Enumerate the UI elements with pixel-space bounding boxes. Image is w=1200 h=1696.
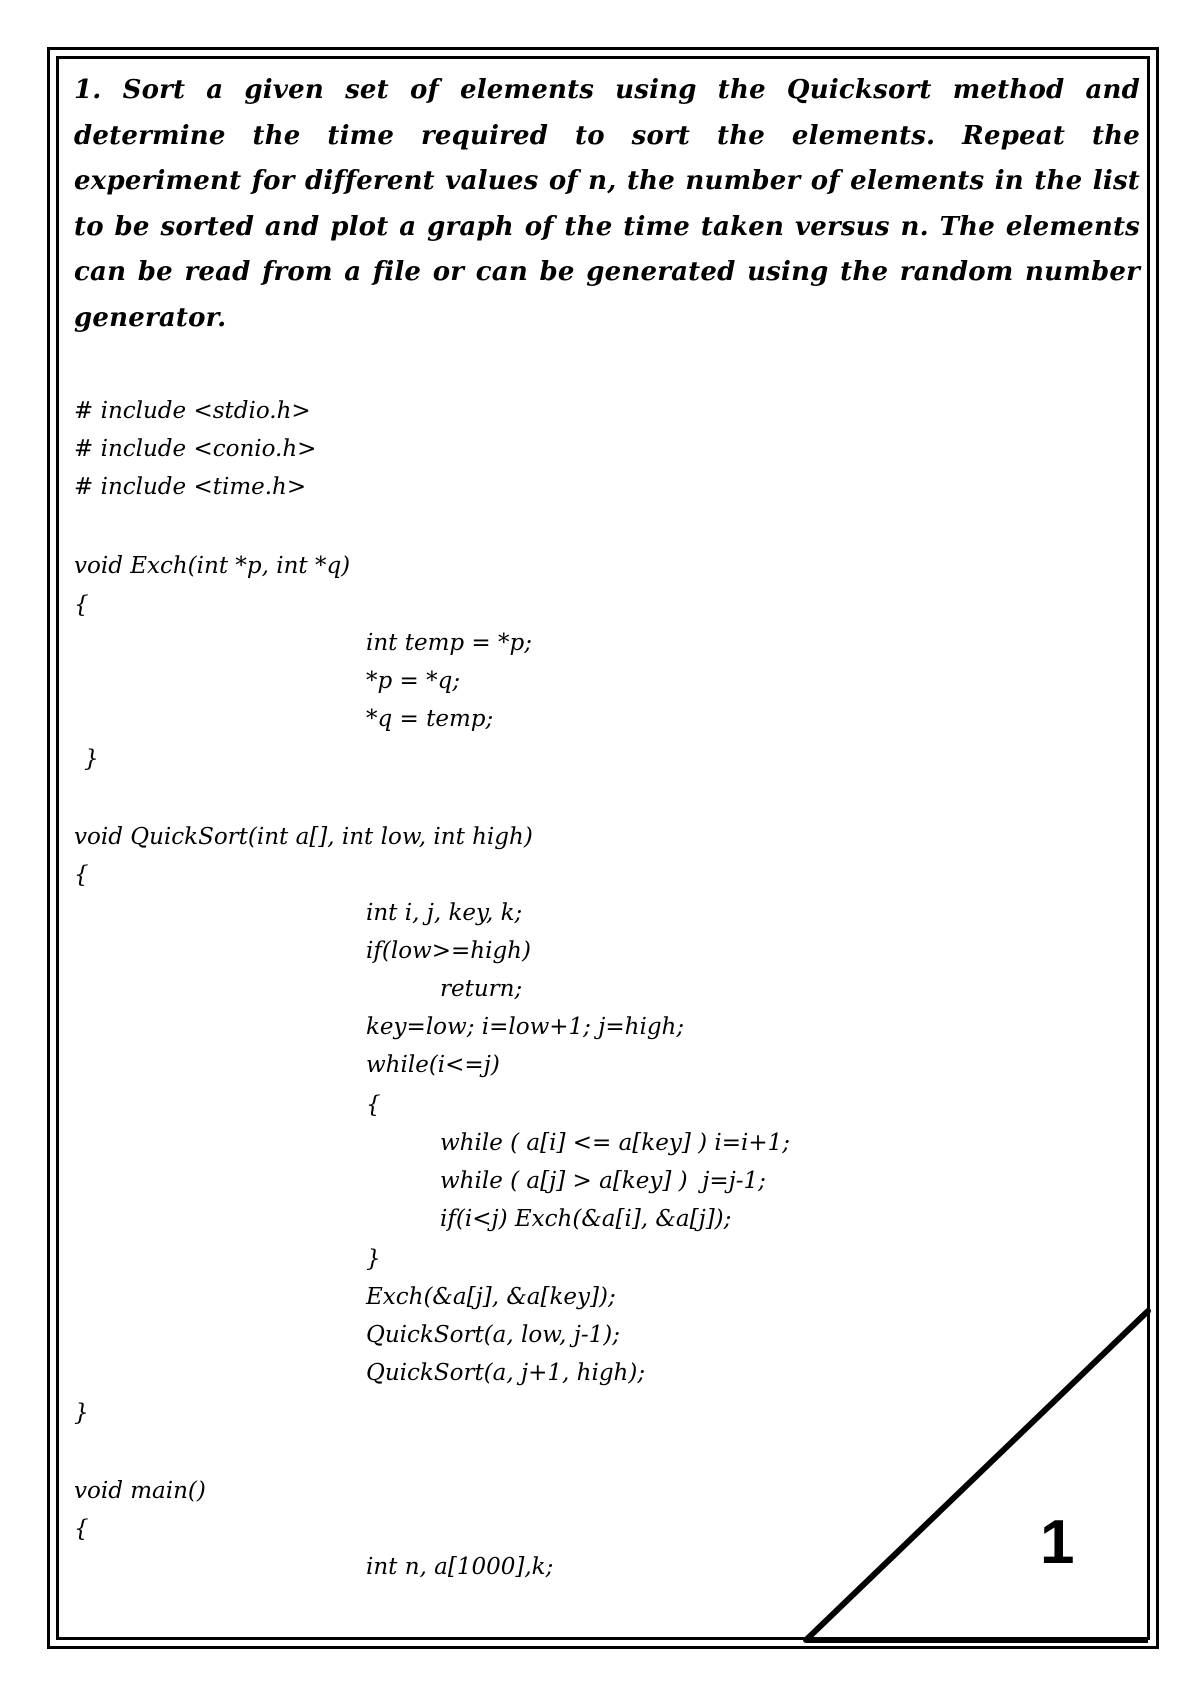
code-quicksort-open-brace: { (74, 862, 89, 888)
code-quicksort-while-open-brace: { (366, 1092, 381, 1118)
code-exch-assign-q: *q = temp; (366, 706, 494, 732)
code-main-signature: void main() (74, 1478, 206, 1504)
page-number: 1 (1040, 1508, 1075, 1577)
code-quicksort-inner-while-i: while ( a[i] <= a[key] ) i=i+1; (440, 1130, 791, 1156)
code-exch-close-brace: } (84, 746, 99, 772)
code-quicksort-while: while(i<=j) (366, 1052, 500, 1078)
code-include-conio: # include <conio.h> (74, 436, 317, 462)
code-exch-temp: int temp = *p; (366, 630, 532, 656)
problem-statement: 1. Sort a given set of elements using the Quicksort method and determine the time required to sort the elements. Repeat the experiment for different values of n, the number of elements in the list to be sorted and plot a graph of the time taken versus n. The elements can be read from a file or can be generated using the random number generator. (74, 75, 1140, 333)
code-quicksort-inner-while-j: while ( a[j] > a[key] ) j=j-1; (440, 1168, 766, 1194)
code-quicksort-exch: Exch(&a[j], &a[key]); (366, 1284, 616, 1310)
code-quicksort-recurse-right: QuickSort(a, j+1, high); (366, 1360, 646, 1386)
code-quicksort-if: if(low>=high) (366, 938, 531, 964)
code-exch-assign-p: *p = *q; (366, 668, 461, 694)
code-quicksort-recurse-left: QuickSort(a, low, j-1); (366, 1322, 621, 1348)
code-quicksort-return: return; (440, 976, 523, 1002)
code-main-declarations: int n, a[1000],k; (366, 1554, 554, 1580)
code-quicksort-inner-if: if(i<j) Exch(&a[i], &a[j]); (440, 1206, 732, 1232)
code-main-open-brace: { (74, 1516, 89, 1542)
code-quicksort-close-brace: } (74, 1400, 89, 1426)
code-quicksort-while-close-brace: } (366, 1246, 381, 1272)
code-include-stdio: # include <stdio.h> (74, 398, 311, 424)
code-include-time: # include <time.h> (74, 474, 307, 500)
code-exch-open-brace: { (74, 592, 89, 618)
code-quicksort-signature: void QuickSort(int a[], int low, int high) (74, 824, 533, 850)
code-exch-signature: void Exch(int *p, int *q) (74, 553, 351, 579)
code-quicksort-declarations: int i, j, key, k; (366, 900, 523, 926)
code-quicksort-init: key=low; i=low+1; j=high; (366, 1014, 685, 1040)
